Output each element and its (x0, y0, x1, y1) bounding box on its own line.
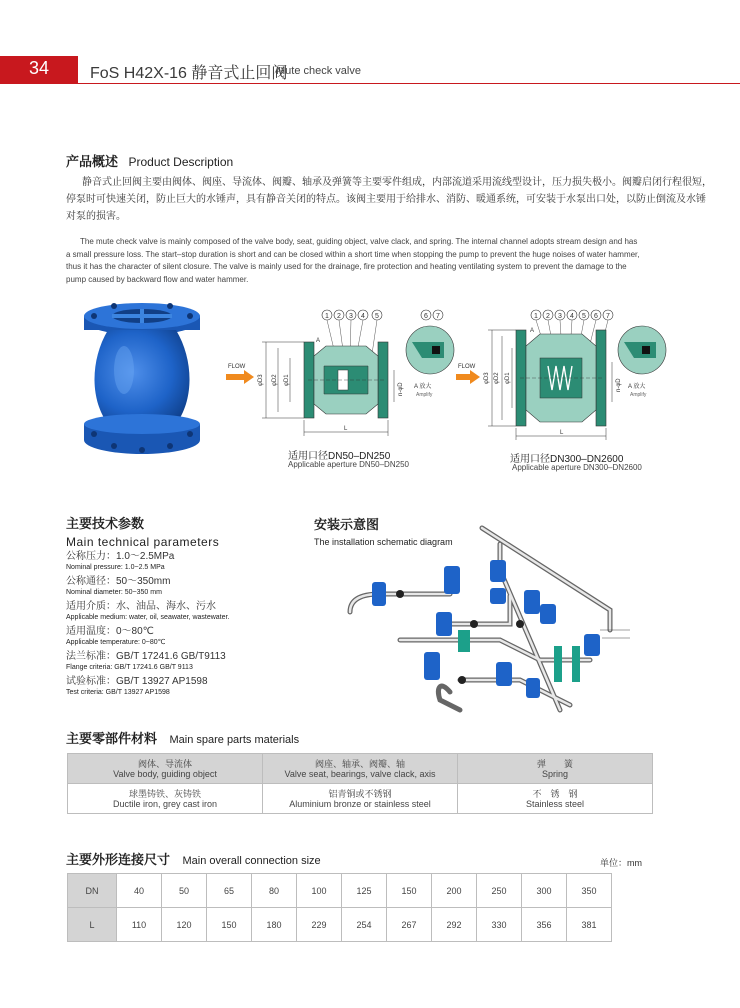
table-cell: 40 (117, 874, 162, 908)
caption-large-cn: 适用口径DN300–DN2600 (510, 454, 624, 465)
table-cell: 110 (117, 908, 162, 942)
callout-bubble (531, 310, 613, 320)
table-cell: 254 (342, 908, 387, 942)
table-cell: 不 锈 钢 Stainless steel (458, 784, 653, 814)
sectional-drawing-large (456, 306, 726, 442)
table-cell: 356 (522, 908, 567, 942)
table-cell: 381 (567, 908, 612, 942)
flow-arrow-icon (456, 370, 480, 384)
table-cell: 弹 簧 Spring (458, 754, 653, 784)
svg-text:4: 4 (361, 313, 365, 320)
unit-label: 单位：mm (600, 858, 642, 868)
table-cell: 120 (162, 908, 207, 942)
svg-text:Amplify: Amplify (630, 392, 647, 398)
table-cell: 292 (432, 908, 477, 942)
svg-text:2: 2 (546, 313, 550, 320)
svg-text:1: 1 (534, 313, 538, 320)
table-cell: 229 (297, 908, 342, 942)
svg-text:7: 7 (436, 313, 440, 320)
description-heading: 产品概述 Product Description (66, 154, 234, 169)
svg-text:n-φD: n-φD (398, 382, 404, 396)
svg-text:L: L (560, 430, 564, 436)
row-label: DN (68, 874, 117, 908)
table-cell: 180 (252, 908, 297, 942)
installation-heading: 安装示意图 The installation schematic diagram (314, 517, 453, 547)
svg-text:2: 2 (337, 313, 341, 320)
svg-text:A: A (530, 328, 535, 334)
svg-text:φD3: φD3 (258, 374, 264, 386)
flow-label: FLOW (458, 364, 476, 370)
table-cell: 球墨铸铁、灰铸铁 Ductile iron, grey cast iron (68, 784, 263, 814)
table-cell: 267 (387, 908, 432, 942)
svg-text:6: 6 (594, 313, 598, 320)
description-text-cn: 静音式止回阀主要由阀体、阀座、导流体、阀瓣、轴承及弹簧等主要零件组成，内部流道采用流线型设计，压力损失极小。阀瓣启闭行程很短， 停泵时可快速关闭，防止巨大的水锤声，具有静音关闭的特点。该阀主要用于给排水、消防、暖通系统，可安装于水泵出口处，以防止倒流及水锤 对泵的损害。 (66, 177, 712, 222)
svg-text:φD2: φD2 (494, 372, 500, 384)
param-item: 公称压力：1.0～2.5MPa Nominal pressure: 1.0~2.5 MPa (66, 551, 175, 571)
svg-text:4: 4 (570, 313, 574, 320)
table-row (68, 784, 653, 814)
caption-small-en: Applicable aperture DN50–DN250 (288, 460, 409, 469)
table-row (68, 754, 653, 784)
param-item: 公称通径：50～350mm Nominal diameter: 50~350 mm (66, 576, 171, 596)
page-number: 34 (28, 58, 50, 78)
svg-text:5: 5 (375, 313, 379, 320)
svg-text:A 放大: A 放大 (628, 384, 646, 390)
description-text-en: The mute check valve is mainly composed of the valve body, seat, guiding object, valve clack, and spring. The internal channel adopts stream design and has a small pressure loss. The start–stop duration is short and can be closed within a short time when stopping the pump to prevent the huge noises of water hammer, thus it has the character of silent closure. The valve is mainly used for the drainage, fire protection and heating ventilating system to prevent the damage to the pump caused by backward flow and water hammer. (66, 237, 640, 284)
row-label: L (68, 908, 117, 942)
flow-label: FLOW (228, 364, 246, 370)
dimensions-table (67, 873, 612, 942)
installation-diagram (340, 520, 640, 720)
svg-text:φD2: φD2 (272, 374, 278, 386)
table-cell: 80 (252, 874, 297, 908)
table-cell: 阀座、轴承、阀瓣、轴 Valve seat, bearings, valve clack, axis (263, 754, 458, 784)
table-cell: 300 (522, 874, 567, 908)
param-item: 试验标准：GB/T 13927 AP1598 Test criteria: GB/T 13927 AP1598 (66, 676, 208, 696)
materials-heading: 主要零部件材料 Main spare parts materials (66, 731, 300, 746)
svg-text:3: 3 (349, 313, 353, 320)
header-rule (78, 83, 740, 84)
table-cell: 150 (207, 908, 252, 942)
table-cell: 250 (477, 874, 522, 908)
svg-text:n-φD: n-φD (616, 378, 622, 392)
table-cell: 125 (342, 874, 387, 908)
table-cell: 330 (477, 908, 522, 942)
svg-text:Amplify: Amplify (416, 392, 433, 398)
svg-text:6: 6 (424, 313, 428, 320)
svg-text:7: 7 (606, 313, 610, 320)
dimensions-heading: 主要外形连接尺寸 Main overall connection size (66, 852, 321, 867)
sectional-drawing-small (226, 306, 476, 442)
table-cell: 350 (567, 874, 612, 908)
page-title: FoS H42X-16 静音式止回阀 (90, 65, 288, 82)
param-item: 法兰标准：GB/T 17241.6 GB/T9113 Flange criteria: GB/T 17241.6 GB/T 9113 (66, 651, 226, 671)
table-cell: 铝青铜或不锈钢 Aluminium bronze or stainless steel (263, 784, 458, 814)
materials-table (67, 753, 653, 814)
table-cell: 50 (162, 874, 207, 908)
table-row (68, 908, 612, 942)
table-row (68, 874, 612, 908)
param-item: 适用温度：0～80℃ Applicable temperature: 0~80℃ (66, 626, 166, 646)
page-subtitle: Mute check valve (276, 65, 361, 77)
callout-bubble (322, 310, 443, 320)
valve-product-image (72, 300, 212, 462)
table-cell: 200 (432, 874, 477, 908)
svg-text:A 放大: A 放大 (414, 384, 432, 390)
svg-text:3: 3 (558, 313, 562, 320)
table-cell: 阀体、导流体 Valve body, guiding object (68, 754, 263, 784)
svg-text:φD3: φD3 (484, 372, 490, 384)
flow-arrow-icon (226, 370, 254, 384)
table-cell: 100 (297, 874, 342, 908)
svg-text:A: A (316, 338, 321, 344)
svg-text:L: L (344, 426, 348, 432)
table-cell: 65 (207, 874, 252, 908)
parameters-heading: 主要技术参数 Main technical parameters (66, 516, 220, 549)
svg-text:1: 1 (325, 313, 329, 320)
parameters-list (66, 551, 306, 701)
table-cell: 150 (387, 874, 432, 908)
caption-large-en: Applicable aperture DN300–DN2600 (512, 463, 642, 472)
svg-text:φD1: φD1 (284, 374, 290, 386)
svg-text:φD1: φD1 (505, 372, 511, 384)
caption-small-cn: 适用口径DN50–DN250 (288, 451, 391, 462)
param-item: 适用介质：水、油品、海水、污水 Applicable medium: water, oil, seawater, wastewater. (66, 601, 230, 621)
svg-text:5: 5 (582, 313, 586, 320)
